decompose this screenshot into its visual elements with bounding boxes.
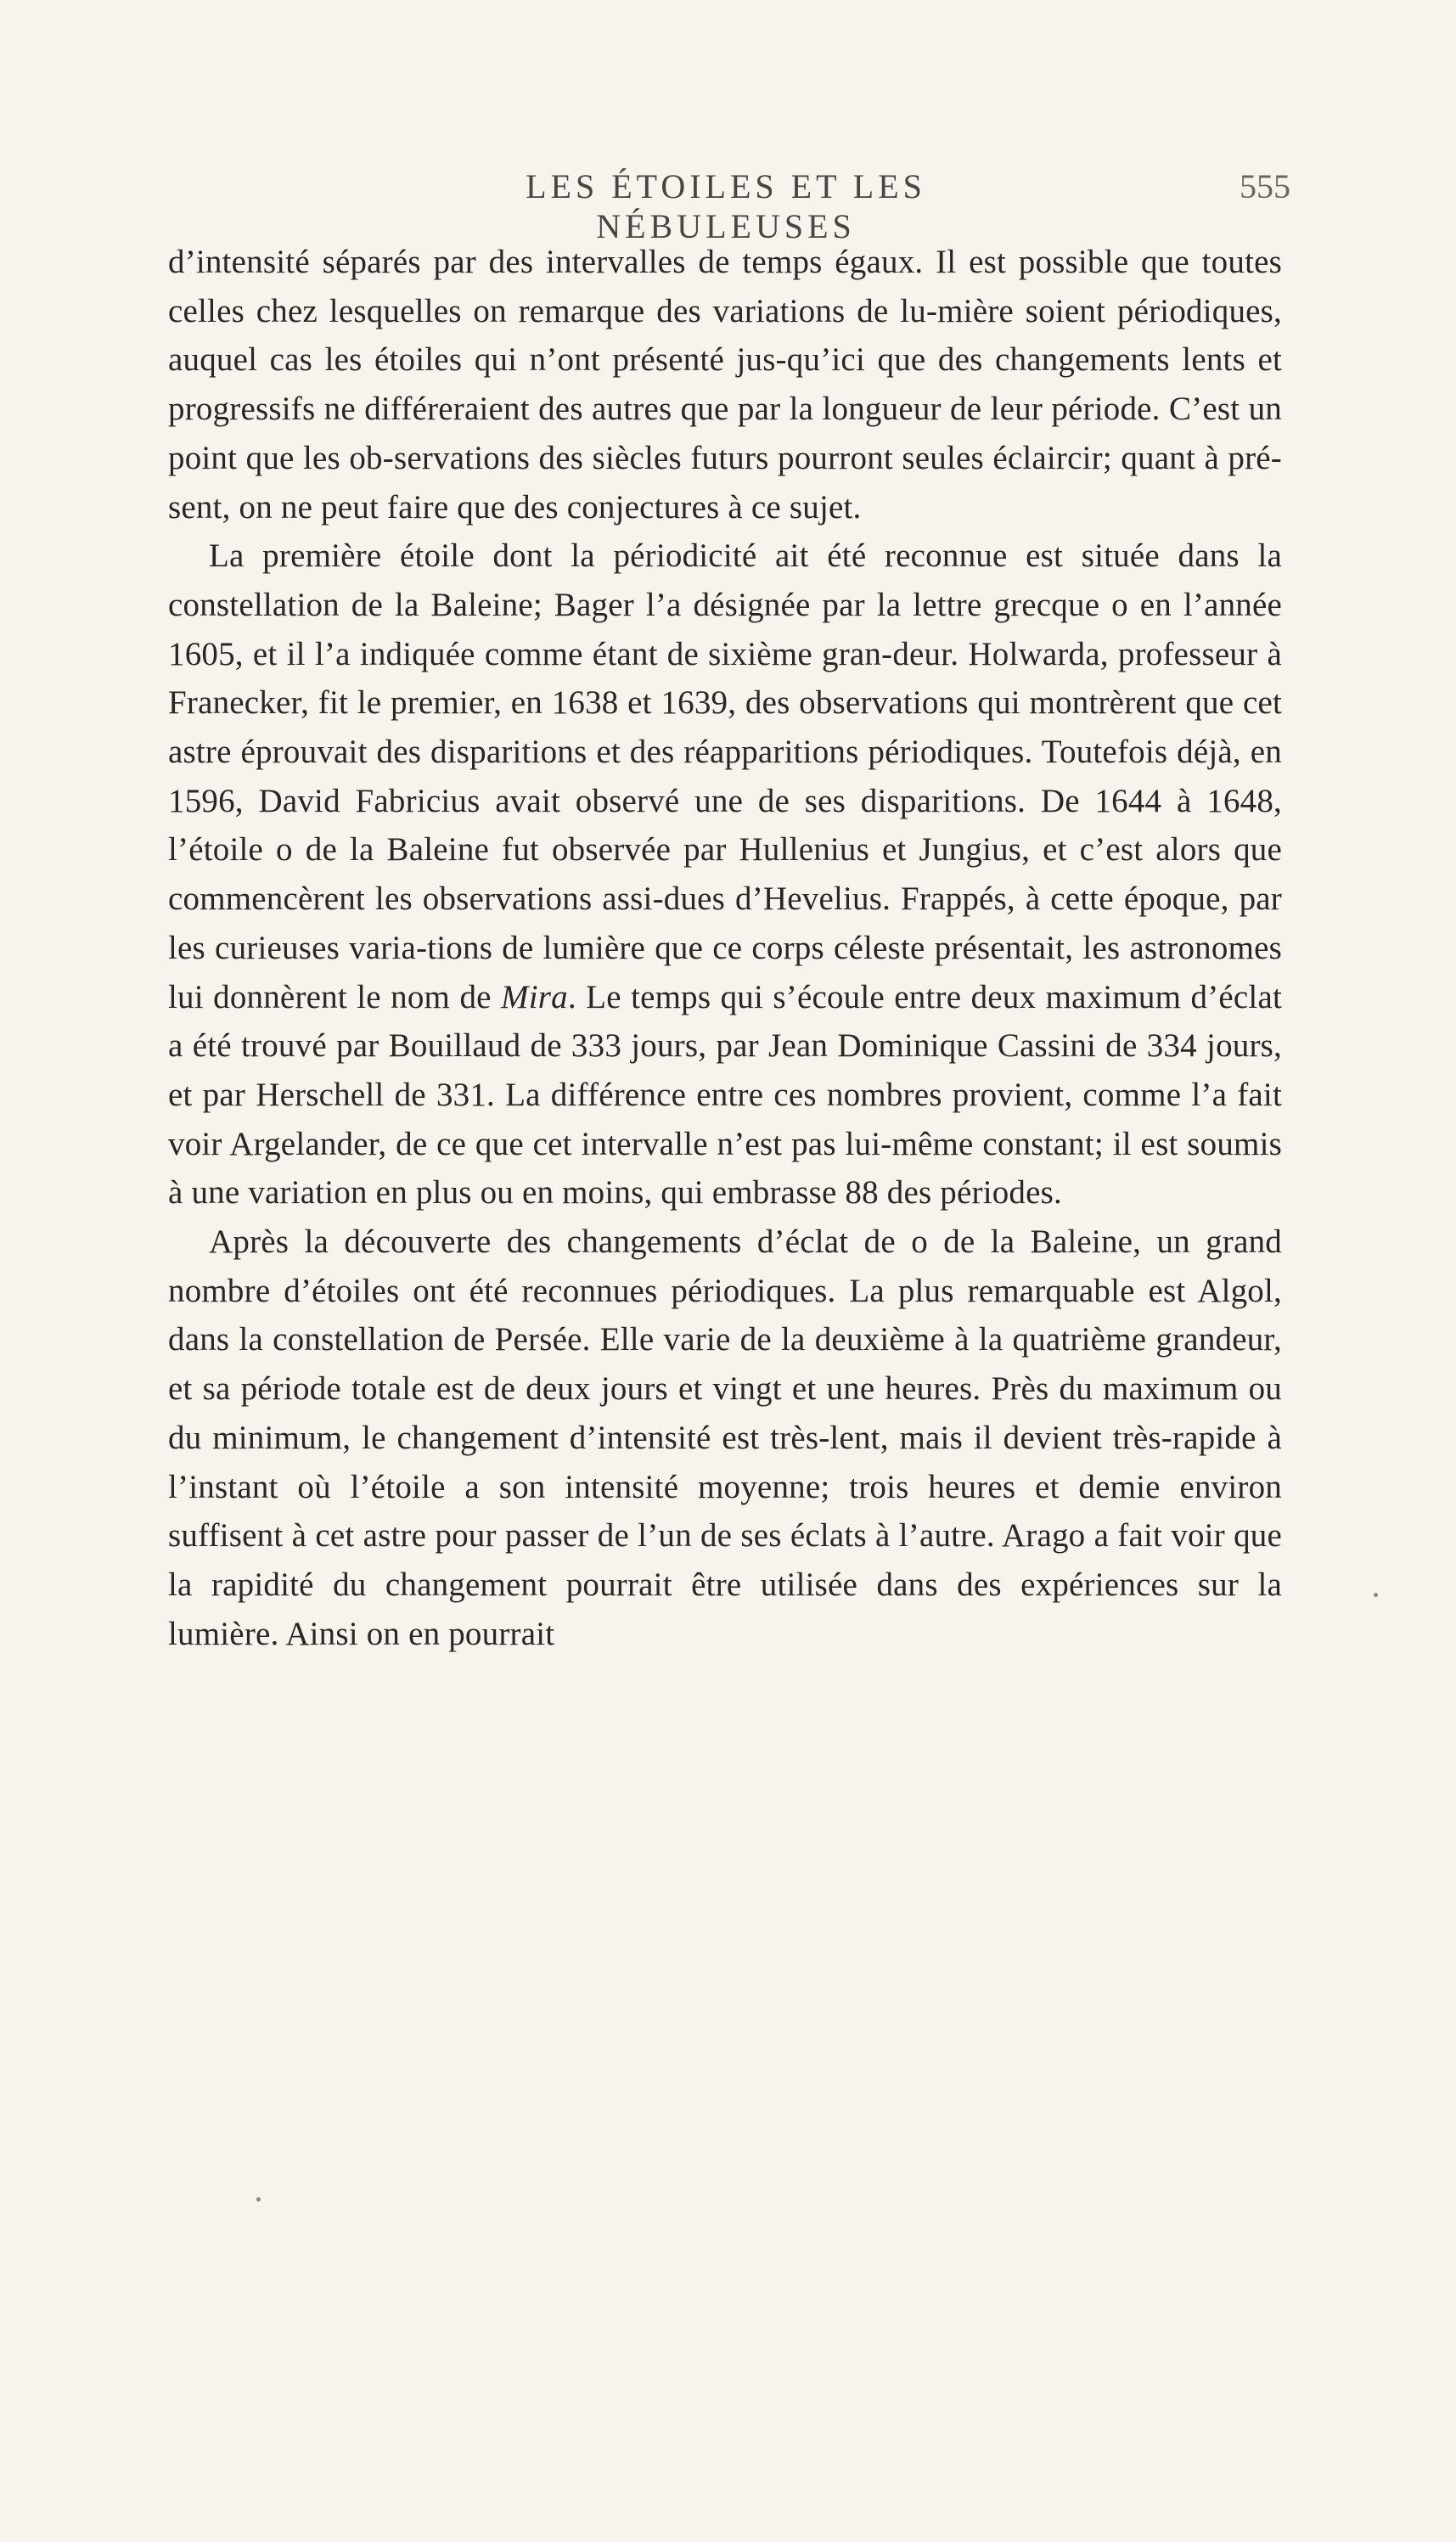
body-text — [168, 238, 1282, 1658]
paper-speck — [256, 2197, 261, 2202]
page-number: 555 — [1240, 167, 1290, 205]
paper-speck — [1374, 1593, 1378, 1597]
paragraph-2: La première étoile dont la périodicité ait été reconnue est située dans la constellation de la Baleine; Bager l’a désignée par la lettre grecque ο en l’année 1605, et il l’a indiquée comme étant de sixième gran-deur. Holwarda, professeur à Franecker, fit le premier, en 1638 et 1639, des observations qui montrèrent que cet astre éprouvait des disparitions et des réapparitions périodiques. Toutefois déjà, en 1596, David Fabricius avait observé une de ses disparitions. De 1644 à 1648, l’étoile ο de la Baleine fut observée par Hullenius et Jungius, et c’est alors que commencèrent les observations assi-dues d’Hevelius. Frappés, à cette époque, par les curieuses varia-tions de lumière que ce corps céleste présentait, les astronomes lui donnèrent le nom de Mira. Le temps qui s’écoule entre deux maximum d’éclat a été trouvé par Bouillaud de 333 jours, par Jean Dominique Cassini de 334 jours, et par Herschell de 331. La différence entre ces nombres provient, comme l’a fait voir Argelander, de ce que cet intervalle n’est pas lui-même constant; il est soumis à une variation en plus ou en moins, qui embrasse 88 des périodes. — [168, 537, 1282, 1212]
running-title: LES ÉTOILES ET LES NÉBULEUSES — [526, 167, 926, 245]
star-name-mira: Mira — [501, 978, 568, 1015]
paragraph-3: Après la découverte des changements d’éclat de ο de la Baleine, un grand nombre d’étoiles ont été reconnues périodiques. La plus remarquable est Algol, dans la constellation de Persée. Elle varie de la deuxième à la quatrième grandeur, et sa période totale est de deux jours et vingt et une heures. Près du maximum ou du minimum, le changement d’intensité est très-lent, mais il devient très-rapide à l’instant où l’étoile a son intensité moyenne; trois heures et demie environ suffisent à cet astre pour passer de l’un de ses éclats à l’autre. Arago a fait voir que la rapidité du changement pourrait être utilisée dans des expériences sur la lumière. Ainsi on en pourrait — [168, 1223, 1282, 1652]
paragraph-1: d’intensité séparés par des intervalles de temps égaux. Il est possible que toutes celles chez lesquelles on remarque des variations de lu-mière soient périodiques, auquel cas les étoiles qui n’ont présenté jus-qu’ici que des changements lents et progressifs ne différeraient des autres que par la longueur de leur période. C’est un point que les ob-servations des siècles futurs pourront seules éclaircir; quant à pré-sent, on ne peut faire que des conjectures à ce sujet. — [168, 244, 1282, 526]
